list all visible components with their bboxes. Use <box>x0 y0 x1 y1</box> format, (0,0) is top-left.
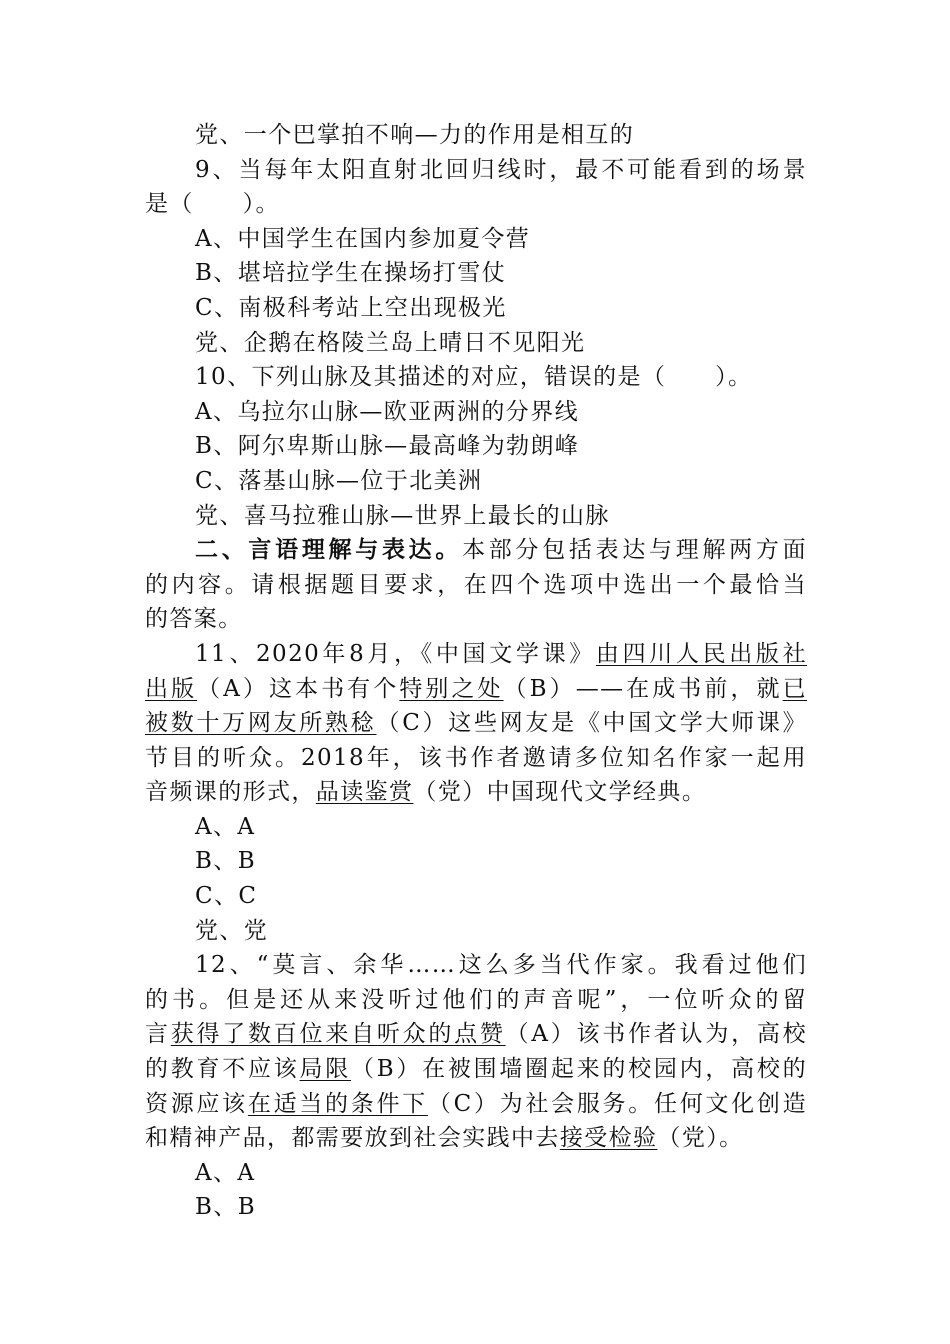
q9-stem-line-1: 9、当每年太阳直射北回归线时，最不可能看到的场景 <box>195 156 807 183</box>
q9-option-b: B、堪培拉学生在操场打雪仗 <box>195 260 507 287</box>
q9-option-d: 党、企鹅在格陵兰岛上晴日不见阳光 <box>195 329 586 356</box>
q11-line-2 <box>145 672 807 707</box>
q11-underlined-c: 被数十万网友所熟稔 <box>145 710 377 737</box>
q11-text: （C）这些网友是《中国文学大师课》 <box>376 710 807 737</box>
q12-text: 的教育不应该 <box>145 1056 300 1083</box>
q11-underlined-c-start: 已 <box>782 675 807 702</box>
document-page <box>145 118 807 1225</box>
q11-underlined-a: 出版 <box>145 675 198 702</box>
q12-text: 言 <box>145 1021 171 1048</box>
q9-option-a: A、中国学生在国内参加夏令营 <box>195 225 531 252</box>
q12-text: 资源应该 <box>145 1090 248 1117</box>
q12-option-a: A、A <box>195 1159 256 1186</box>
section2-intro-line-2: 的内容。请根据题目要求，在四个选项中选出一个最恰当 <box>145 571 807 598</box>
q11-text: 音频课的形式， <box>145 779 316 806</box>
q10-option-c: C、落基山脉—位于北美洲 <box>195 467 483 494</box>
q12-text: （B）在被围墙圈起来的校园内，高校的 <box>350 1056 807 1083</box>
q11-line-5 <box>145 775 807 810</box>
q11-option-a: A、A <box>195 813 256 840</box>
q9-stem-line-2: 是（ ）。 <box>145 191 280 218</box>
q12-underlined-c: 在适当的条件下 <box>247 1090 428 1117</box>
section2-intro-line-3: 的答案。 <box>145 606 243 633</box>
q12-option-b: B、B <box>195 1194 257 1221</box>
q11-underlined-d: 品读鉴赏 <box>315 779 414 806</box>
q11-underlined-segment: 由四川人民出版社 <box>595 640 807 667</box>
q11-line-3 <box>145 706 807 741</box>
section2-heading: 二、言语理解与表达。 <box>195 536 463 564</box>
q11-text: （B）——在成书前，就 <box>503 675 783 702</box>
q11-option-c: C、C <box>195 883 258 910</box>
q12-line-2: 的书。但是还从来没听过他们的声音呢”，一位听众的留 <box>145 986 807 1013</box>
q12-text: （C）为社会服务。任何文化创造 <box>427 1090 807 1117</box>
q11-text: （A）这本书有个 <box>197 675 400 702</box>
q12-line-4 <box>145 1052 807 1087</box>
q11-underlined-b: 特别之处 <box>399 675 504 702</box>
q12-text: 和精神产品，都需要放到社会实践中去 <box>145 1125 560 1152</box>
q11-text: 11、2020年8月，《中国文学课》 <box>195 640 596 667</box>
section2-intro-line-1 <box>145 533 807 568</box>
q12-underlined-d: 接受检验 <box>559 1125 658 1152</box>
q11-text: （党）中国现代文学经典。 <box>413 779 707 806</box>
q10-stem: 10、下列山脉及其描述的对应，错误的是（ ）。 <box>195 364 753 391</box>
q12-line-3 <box>145 1017 807 1052</box>
q10-option-d: 党、喜马拉雅山脉—世界上最长的山脉 <box>195 502 610 529</box>
q12-text: （A）该书作者认为，高校 <box>505 1021 807 1048</box>
q9-option-c: C、南极科考站上空出现极光 <box>195 294 507 321</box>
q12-text: （党）。 <box>657 1125 744 1152</box>
q12-line-6 <box>145 1121 807 1156</box>
q11-line-1 <box>145 637 807 672</box>
q8-option-d: 党、一个巴掌拍不响—力的作用是相互的 <box>195 122 635 148</box>
q11-option-b: B、B <box>195 848 257 875</box>
q12-line-5 <box>145 1087 807 1122</box>
q11-line-4: 节目的听众。2018年，该书作者邀请多位知名作家一起用 <box>145 744 807 771</box>
q12-underlined-b: 局限 <box>299 1056 351 1083</box>
q11-option-d: 党、党 <box>195 917 269 944</box>
q12-line-1: 12、“莫言、余华……这么多当代作家。我看过他们 <box>195 952 807 979</box>
q10-option-b: B、阿尔卑斯山脉—最高峰为勃朗峰 <box>195 433 580 460</box>
q12-underlined-a: 获得了数百位来自听众的点赞 <box>170 1021 506 1048</box>
q10-option-a: A、乌拉尔山脉—欧亚两洲的分界线 <box>195 398 580 425</box>
section2-intro-text: 本部分包括表达与理解两方面 <box>462 537 807 564</box>
